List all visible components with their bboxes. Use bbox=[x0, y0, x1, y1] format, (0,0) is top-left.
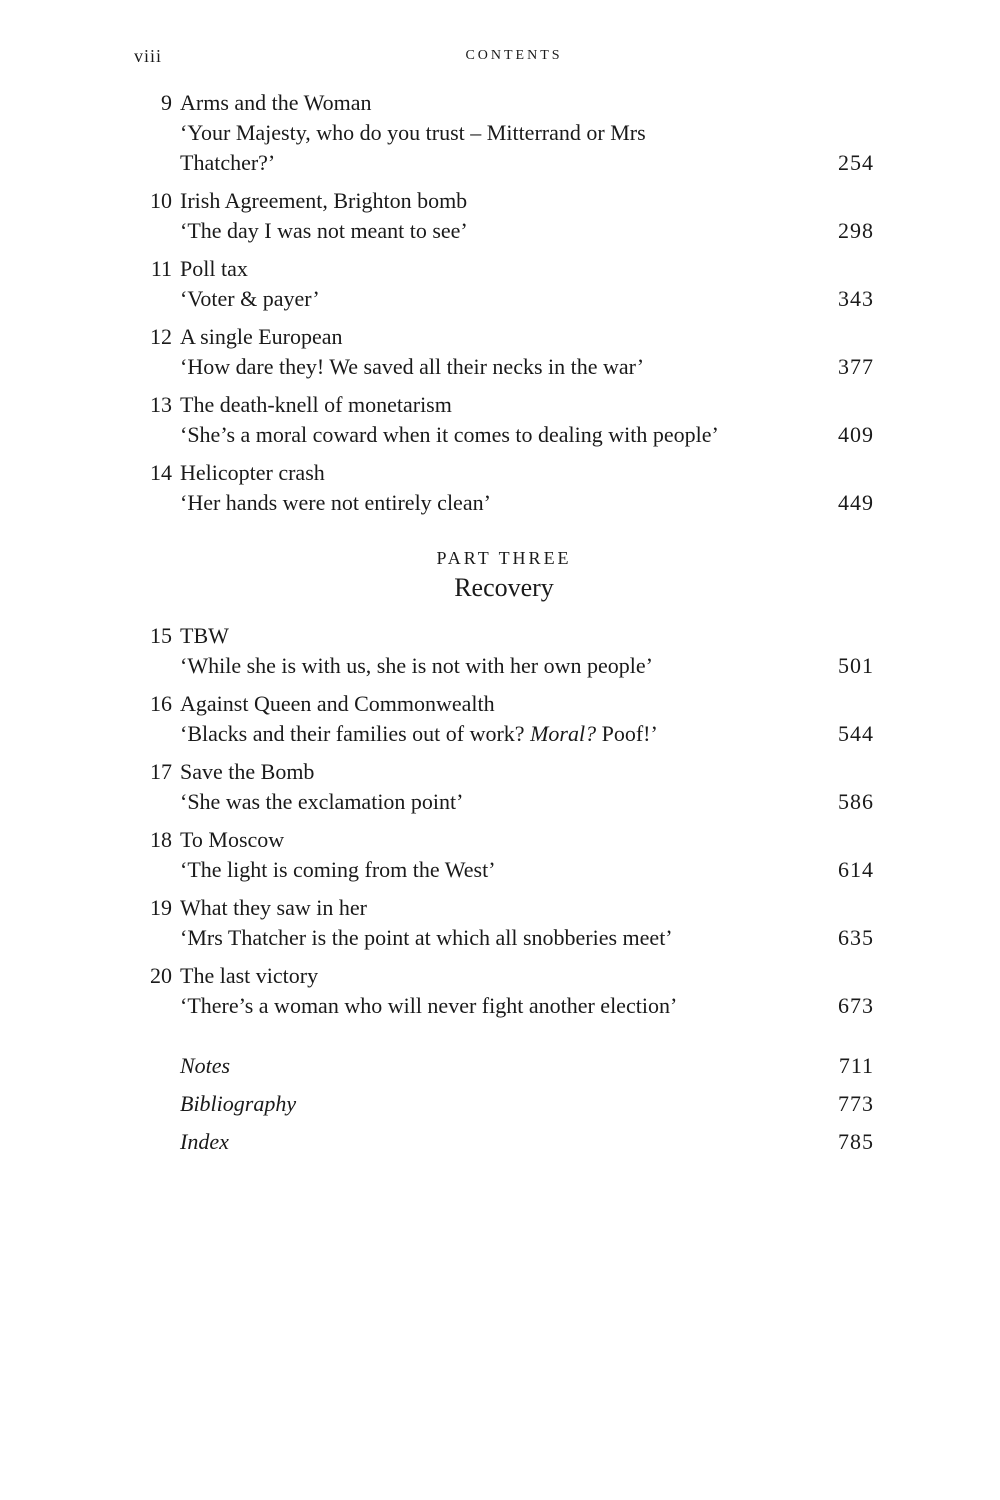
chapter-title: Against Queen and Commonwealth bbox=[180, 691, 495, 716]
chapter-title: Poll tax bbox=[180, 256, 248, 281]
chapter-title: The death-knell of monetarism bbox=[180, 392, 452, 417]
running-head-title: CONTENTS bbox=[465, 48, 563, 63]
chapter-subtitle: ‘While she is with us, she is not with her own people’ bbox=[180, 653, 653, 678]
chapter-title: What they saw in her bbox=[180, 895, 367, 920]
back-matter-title: Notes bbox=[180, 1053, 231, 1078]
toc-entry-bibliography[interactable] bbox=[180, 1089, 874, 1119]
chapter-subtitle: ‘There’s a woman who will never fight another election’ bbox=[180, 993, 678, 1018]
toc-entry-chapter-10[interactable] bbox=[134, 186, 874, 246]
chapter-subtitle: ‘Mrs Thatcher is the point at which all snobberies meet’ bbox=[180, 925, 673, 950]
chapter-number: 17 bbox=[150, 759, 172, 784]
chapter-number: 16 bbox=[150, 691, 172, 716]
chapter-title: A single European bbox=[180, 324, 343, 349]
page-number: 586 bbox=[838, 789, 874, 814]
folio: viii bbox=[134, 46, 163, 66]
page-number: 544 bbox=[838, 721, 874, 746]
page-number: 773 bbox=[838, 1091, 874, 1116]
page-number: 377 bbox=[838, 354, 874, 379]
toc-entry-index[interactable] bbox=[180, 1127, 874, 1157]
page-number: 449 bbox=[838, 490, 874, 515]
page-number: 785 bbox=[838, 1129, 874, 1154]
chapter-title: To Moscow bbox=[180, 827, 285, 852]
running-head bbox=[134, 46, 874, 70]
chapter-subtitle: ‘Your Majesty, who do you trust – Mitterrand or Mrs Thatcher?’ bbox=[180, 120, 646, 175]
page-number: 343 bbox=[838, 286, 874, 311]
chapter-title: The last victory bbox=[180, 963, 319, 988]
toc-entry-chapter-14[interactable] bbox=[134, 458, 874, 518]
toc-entry-chapter-9[interactable] bbox=[134, 88, 874, 178]
page-number: 298 bbox=[838, 218, 874, 243]
chapter-number: 15 bbox=[150, 623, 172, 648]
page-number: 501 bbox=[838, 653, 874, 678]
toc-entry-chapter-12[interactable] bbox=[134, 322, 874, 382]
chapter-subtitle: ‘How dare they! We saved all their necks in the war’ bbox=[180, 354, 645, 379]
chapter-subtitle bbox=[180, 719, 804, 749]
toc-entry-chapter-13[interactable] bbox=[134, 390, 874, 450]
chapter-title: TBW bbox=[180, 623, 229, 648]
toc-entry-notes[interactable] bbox=[180, 1051, 874, 1081]
chapter-subtitle: ‘The day I was not meant to see’ bbox=[180, 218, 468, 243]
toc-entry-chapter-15[interactable] bbox=[134, 621, 874, 681]
chapter-subtitle: ‘Her hands were not entirely clean’ bbox=[180, 490, 491, 515]
chapter-title: Save the Bomb bbox=[180, 759, 315, 784]
page-number: 254 bbox=[838, 150, 874, 175]
part-title: Recovery bbox=[454, 573, 554, 602]
chapter-number: 18 bbox=[150, 827, 172, 852]
page-number: 614 bbox=[838, 857, 874, 882]
toc-entry-chapter-19[interactable] bbox=[134, 893, 874, 953]
toc-entry-chapter-16[interactable] bbox=[134, 689, 874, 749]
subtitle-text-end: Poof!’ bbox=[596, 721, 658, 746]
page-number: 409 bbox=[838, 422, 874, 447]
subtitle-text: ‘Blacks and their families out of work? bbox=[180, 721, 531, 746]
toc-entry-chapter-11[interactable] bbox=[134, 254, 874, 314]
part-label: PART THREE bbox=[436, 548, 572, 568]
chapter-number: 11 bbox=[150, 256, 172, 281]
chapter-number: 14 bbox=[150, 460, 172, 485]
back-matter-title: Index bbox=[180, 1129, 229, 1154]
chapter-number: 9 bbox=[161, 90, 172, 115]
chapter-subtitle: ‘The light is coming from the West’ bbox=[180, 857, 496, 882]
chapter-number: 13 bbox=[150, 392, 172, 417]
subtitle-emphasis: Moral? bbox=[530, 721, 597, 746]
toc-entry-chapter-18[interactable] bbox=[134, 825, 874, 885]
chapter-number: 10 bbox=[150, 188, 172, 213]
chapter-number: 20 bbox=[150, 963, 172, 988]
page-number: 711 bbox=[838, 1053, 874, 1078]
chapter-title: Irish Agreement, Brighton bomb bbox=[180, 188, 468, 213]
chapter-number: 19 bbox=[150, 895, 172, 920]
chapter-number: 12 bbox=[150, 324, 172, 349]
page-number: 673 bbox=[838, 993, 874, 1018]
toc-entry-chapter-17[interactable] bbox=[134, 757, 874, 817]
chapter-subtitle: ‘She’s a moral coward when it comes to dealing with people’ bbox=[180, 422, 719, 447]
chapter-subtitle: ‘Voter & payer’ bbox=[180, 286, 320, 311]
back-matter-title: Bibliography bbox=[180, 1091, 297, 1116]
toc-entry-chapter-20[interactable] bbox=[134, 961, 874, 1021]
chapter-subtitle: ‘She was the exclamation point’ bbox=[180, 789, 464, 814]
chapter-title: Arms and the Woman bbox=[180, 90, 372, 115]
chapter-title: Helicopter crash bbox=[180, 460, 325, 485]
page-number: 635 bbox=[838, 925, 874, 950]
